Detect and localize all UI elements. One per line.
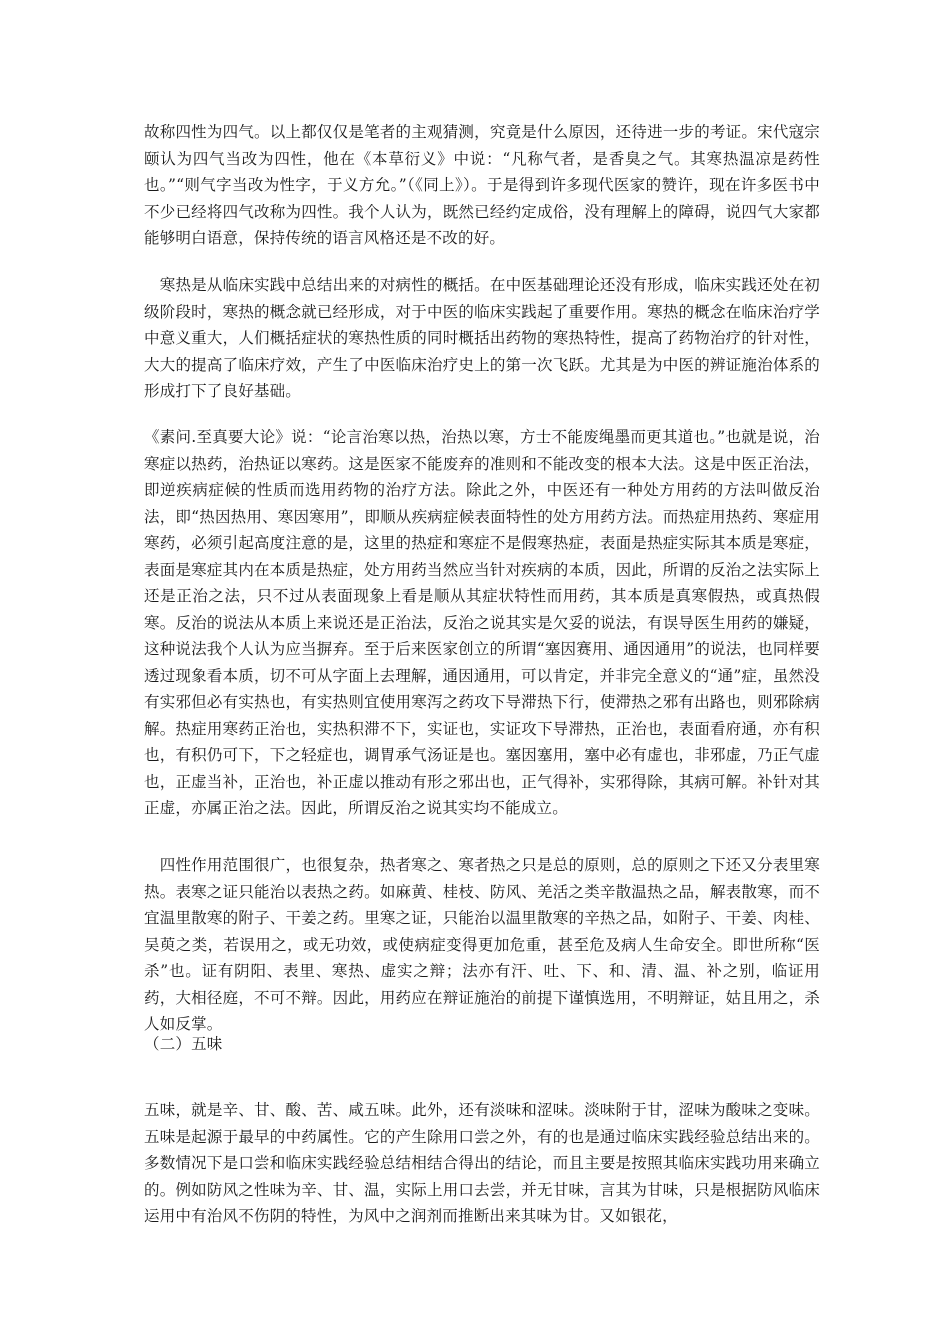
paragraph-four-qi-naming: 故称四性为四气。以上都仅仅是笔者的主观猜测，究竟是什么原因，还待进一步的考证。宋代寇宗颐认为四气当改为四性，他在《本草衍义》中说：“凡称气者，是香臭之气。其寒热温凉是药性也。”“则气字当改为性字，于义方允。”（《同上》）。于是得到许多现代医家的赞许，现在许多医书中不少已经将四气改称为四性。我个人认为，既然已经约定成俗，没有理解上的障碍，说四气大家都能够明白语意，保持传统的语言风格还是不改的好。 xyxy=(144,123,820,247)
paragraph-suwen-treatment: 《素问.至真要大论》说：“论言治寒以热，治热以寒，方士不能废绳墨而更其道也。”也就是说，治寒症以热药，治热证以寒药。这是医家不能废弃的准则和不能改变的根本大法。这是中医正治法，即逆疾病症候的性质而选用药物的治疗方法。除此之外，中医还有一种处方用药的方法叫做反治法，即“热因热用、寒因寒用”，即顺从疾病症候表面特性的处方用药方法。而热症用热药、寒症用寒药，必须引起高度注意的是，这里的热症和寒症不是假寒热症，表面是热症实际其本质是寒症，表面是寒症其内在本质是热症，处方用药当然应当针对疾病的本质，因此，所谓的反治之法实际上还是正治之法，只不过从表面现象上看是顺从其症状特性而用药，其本质是真寒假热，或真热假寒。反治的说法从本质上来说还是正治法，反治之说其实是欠妥的说法，有误导医生用药的嫌疑，这种说法我个人认为应当摒弃。至于后来医家创立的所谓“塞因赛用、通因通用”的说法，也同样要透过现象看本质，切不可从字面上去理解，通因通用，可以肯定，并非完全意义的“通”症，虽然没有实邪但必有实热也，有实热则宜使用寒泻之药攻下导滞热下行，使滞热之邪有出路也，则邪除病解。热症用寒药正治也，实热积滞不下，实证也，实证攻下导滞热，正治也，表面看府通，亦有积也，有积仍可下，下之轻症也，调胃承气汤证是也。塞因塞用，塞中必有虚也，非邪虚，乃正气虚也，正虚当补，正治也，补正虚以推动有形之邪出也，正气得补，实邪得除，其病可解。补针对其正虚，亦属正治之法。因此，所谓反治之说其实均不能成立。 xyxy=(144,428,820,817)
section-heading-five-flavors: （二）五味 xyxy=(144,1035,223,1053)
paragraph-cold-heat-concept: 寒热是从临床实践中总结出来的对病性的概括。在中医基础理论还没有形成，临床实践还处在初级阶段时，寒热的概念就已经形成，对于中医的临床实践起了重要作用。寒热的概念在临床治疗学中意义重大，人们概括症状的寒热性质的同时概括出药物的寒热特性，提高了药物治疗的针对性，大大的提高了临床疗效，产生了中医临床治疗史上的第一次飞跃。尤其是为中医的辨证施治体系的形成打下了良好基础。 xyxy=(144,276,820,400)
paragraph-five-flavors: 五味，就是辛、甘、酸、苦、咸五味。此外，还有淡味和涩味。淡味附于甘，涩味为酸味之变味。五味是起源于最早的中药属性。它的产生除用口尝之外，有的也是通过临床实践经验总结出来的。多数情况下是口尝和临床实践经验总结相结合得出的结论，而且主要是按照其临床实践功用来确立的。例如防风之性味为辛、甘、温，实际上用口去尝，并无甘味，言其为甘味，只是根据防风临床运用中有治风不伤阴的特性，为风中之润剂而推断出来其味为甘。又如银花， xyxy=(144,1101,820,1225)
paragraph-four-properties-scope: 四性作用范围很广，也很复杂，热者寒之、寒者热之只是总的原则，总的原则之下还又分表里寒热。表寒之证只能治以表热之药。如麻黄、桂枝、防风、羌活之类辛散温热之品，解表散寒，而不宜温里散寒的附子、干姜之药。里寒之证，只能治以温里散寒的辛热之品，如附子、干姜、肉桂、吴萸之类，若误用之，或无功效，或使病症变得更加危重，甚至危及病人生命安全。即世所称“医杀”也。证有阴阳、表里、寒热、虚实之辩；法亦有汗、吐、下、和、清、温、补之别，临证用药，大相径庭，不可不辩。因此，用药应在辩证施治的前提下谨慎选用，不明辩证，姑且用之，杀人如反掌。 xyxy=(144,856,820,1033)
